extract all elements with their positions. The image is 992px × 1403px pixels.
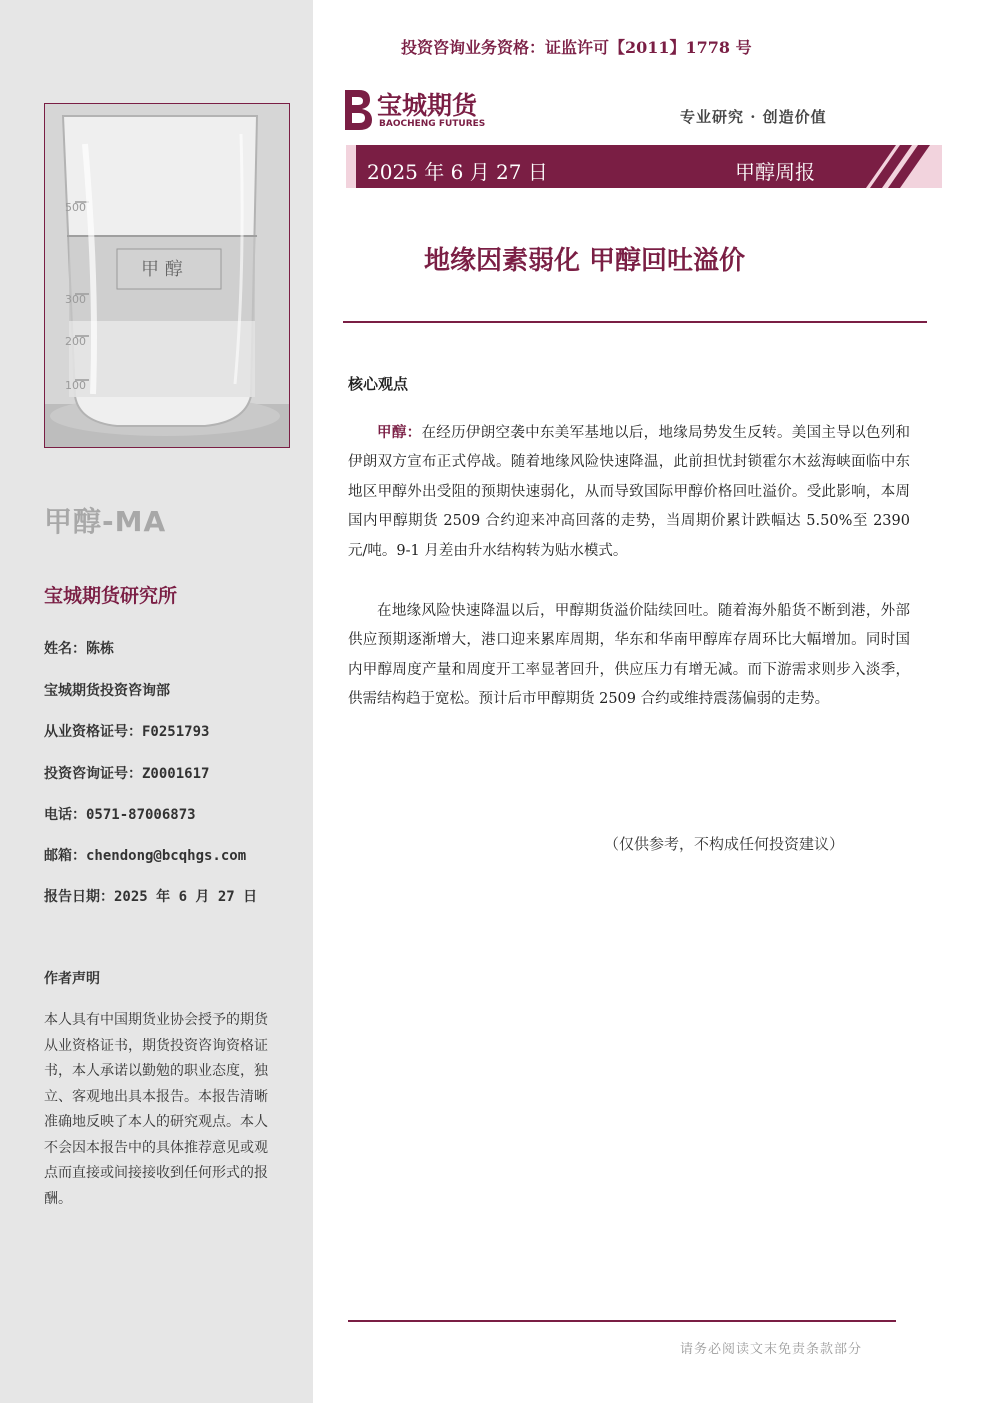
photo-mark-500: 500 — [65, 201, 86, 214]
company-slogan: 专业研究 · 创造价值 — [680, 108, 827, 126]
report-title: 地缘因素弱化 甲醇回吐溢价 — [424, 246, 746, 276]
paragraph-1-text: 在经历伊朗空袭中东美军基地以后，地缘局势发生反转。美国主导以色列和伊朗双方宣布正式停战。随着地缘风险快速降温，此前担忧封锁霍尔木兹海峡面临中东地区甲醇外出受阻的预期快速弱化，从而导致国际甲醇价格回吐溢价。受此影响，本周国内甲醇期货 2509 合约迎来冲高回落的走势，当周期价累计跌幅达 5.50%至 2390 元/吨。9-1 月差由升水结构转为贴水模式。 — [348, 425, 911, 559]
institute-name: 宝城期货研究所 — [44, 585, 178, 607]
photo-label: 甲 醇 — [141, 259, 183, 280]
qualification-notice: 投资咨询业务资格：证监许可【2011】1778 号 — [401, 38, 752, 57]
title-divider — [343, 321, 927, 323]
email-address: 邮箱：chendong@bcqhgs.com — [44, 848, 247, 864]
footer-note: 请务必阅读文末免责条款部分 — [680, 1342, 863, 1357]
phone-number: 电话：0571-87006873 — [44, 807, 196, 823]
consulting-certificate: 投资咨询证号：Z0001617 — [44, 766, 210, 782]
reference-disclaimer: （仅供参考，不构成任何投资建议） — [604, 835, 845, 853]
report-date: 报告日期：2025 年 6 月 27 日 — [44, 889, 258, 905]
analyst-name: 姓名：陈栋 — [44, 641, 114, 657]
core-view-paragraph-2: 在地缘风险快速降温以后，甲醇期货溢价陆续回吐。随着海外船货不断到港，外部供应预期逐渐增大，港口迎来累库周期，华东和华南甲醇库存周环比大幅增加。同时国内甲醇周度产量和周度开工率显著回升，供应压力有增无减。而下游需求则步入淡季，供需结构趋于宽松。预计后市甲醇期货 2509 合约或维持震荡偏弱的走势。 — [348, 603, 910, 708]
declaration-body: 本人具有中国期货业协会授予的期货从业资格证书，期货投资咨询资格证书，本人承诺以勤勉的职业态度，独立、客观地出具本报告。本报告清晰准确地反映了本人的研究观点。本人不会因本报告中的具体推荐意见或观点而直接或间接接收到任何形式的报酬。 — [44, 1012, 268, 1207]
product-name: 甲醇-MA — [44, 505, 167, 538]
logo-name-cn: 宝城期货 — [377, 91, 478, 120]
sidebar — [0, 0, 313, 1403]
banner-date: 2025 年 6 月 27 日 — [367, 160, 548, 184]
paragraph-label: 甲醇： — [377, 424, 422, 441]
logo-name-en: BAOCHENG FUTURES — [379, 119, 486, 129]
banner-report-type: 甲醇周报 — [735, 160, 815, 184]
footer-divider — [348, 1320, 896, 1322]
photo-mark-200: 200 — [65, 335, 86, 348]
core-view-paragraph-1 — [348, 418, 910, 566]
declaration-title: 作者声明 — [44, 971, 100, 987]
analyst-department: 宝城期货投资咨询部 — [44, 683, 170, 699]
practice-certificate: 从业资格证号：F0251793 — [44, 724, 210, 740]
core-view-heading: 核心观点 — [348, 375, 409, 393]
photo-mark-300: 300 — [65, 293, 86, 306]
photo-mark-100: 100 — [65, 379, 86, 392]
